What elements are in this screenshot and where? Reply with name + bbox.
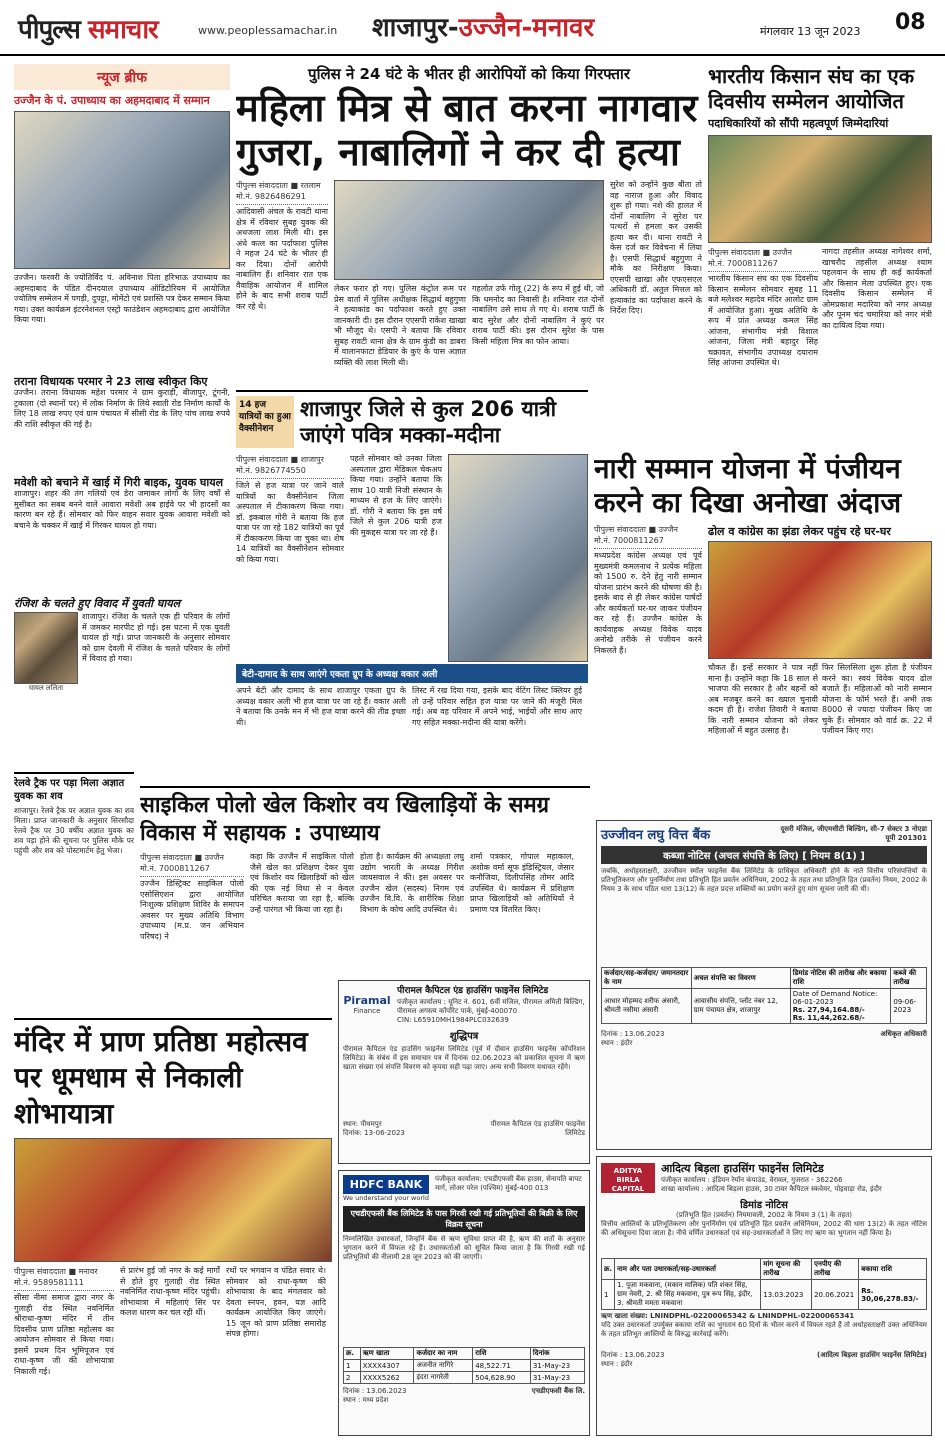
brief-1-body: उज्जैन। फरवरी के ज्योतिर्विद पं. अविनाश पिता हरिभाऊ उपाध्याय का अहमदाबाद के पंडित दीनदयाल उपाध्याय ऑडिटोरियम में आयोजित ज्योतिष सम्मेलन में पगड़ी, दुपट्टा, मोमेंटो एवं प्रशस्ति पत्र देकर सम्मान किया गया। उक्त कार्यक्रम इंटरनेशनल एस्ट्रो फाउंडेशन अहमदाबाद द्वारा आयोजित किया गया।: [14, 273, 230, 324]
brief-4-caption: घायल ललिता: [28, 684, 64, 692]
mandir-byline: पीपुल्स संवाददाता ■ मनावर मो.नं. 9589581111: [14, 1266, 114, 1291]
cycle-col-4: शर्मा पत्रकार, गोपाल महाकाल, अशोक वर्मा सूफ इंडिस्ट्रियल, जेसार कनौजिया, दिलीपसिंह तोमर आदि उपस्थित थे। कार्यक्रम में प्रशिक्षण प्राप्त खिलाड़ियों को अतिथियों ने प्रमाण पत्र वितरित किए।: [470, 852, 574, 914]
brief-2-headline: तराना विधायक परमार ने 23 लाख स्वीकृत किए: [14, 375, 208, 388]
hajj-photo: [448, 454, 588, 662]
hdfc-body: निम्नलिखित उधारकर्ता, जिन्होंने बैंक से ऋण सुविधा प्राप्त की है, ऋण की शर्तों के अनुसार भुगतान करने में विफल रहे हैं। उधारकर्ताओं को सूचित किया जाता है कि गिरवी रखी गई प्रतिभूतियों की नीलामी 28 जून 2023 को की जाएगी।: [343, 1235, 585, 1261]
aditya-company: आदित्य बिड़ला हाउसिंग फाइनेंस लिमिटेड: [661, 1162, 824, 1175]
page-number: 08: [895, 10, 926, 35]
mandir-col-3: रथों पर भगवान व पंडित सवार थे। सोमवार को राधा-कृष्ण की शोभायात्रा के बाद मंगलवार को देवता स्नपन, हवन, यज्ञ आदि कार्यक्रम आयोजित किए जाएंगे। 15 जून को प्राण प्रतिष्ठा समारोह संपन्न होगा।: [226, 1266, 326, 1338]
nari-col-1: मध्यप्रदेश कांग्रेस अध्यक्ष एवं पूर्व मुख्यमंत्री कमलनाथ ने प्रत्येक महिला को 1500 रु. देने हेतु नारी सम्मान योजना प्रारंभ करने की घोषणा की है। इसके बाद से ही लेकर कांग्रेस पार्षदों और कार्यकर्ता घर-घर जाकर पंजीयन कर रहे हैं। उज्जैन कांग्रेस के कार्यवाहक अध्यक्ष विवेक यादव अनोखे तरीके से पंजीयन करने निकलते हैं।: [594, 551, 702, 655]
mandir-headline: मंदिर में प्राण प्रतिष्ठा महोत्सव पर धूमधाम से निकाली शोभायात्रा: [14, 1025, 308, 1130]
brief-1-headline: उज्जैन के पं. उपाध्याय का अहमदाबाद में सम्मान: [14, 94, 210, 107]
brief-5-body: शाजापुर। रेलवे ट्रैक पर अज्ञात युवक का शव मिला। प्राप्त जानकारी के अनुसार सिरसौदा रेलवे ट्रैक पर 30 वर्षीय अज्ञात युवक का शव पड़ा होने की सूचना पर पुलिस मौके पर पहुंची और शव को पोस्टमार्टम हेतु भेजा।: [14, 806, 134, 855]
website-url: www.peoplessamachar.in: [198, 24, 338, 37]
hajj-col-2: पहले सोमवार को उनका जिला अस्पताल द्वारा मेडिकल चेकअप किया गया। उन्होंने बताया कि साथ 10 यात्री निजी संस्थान के माध्यम से हज के लिए जाएंगे। डॉ. गोरी ने बताया कि इस वर्ष जिले से कुल 206 यात्री हज की मुकद्दस यात्रा पर जा रहे हैं।: [350, 454, 442, 537]
mandir-photo: [14, 1138, 332, 1262]
nari-col-2: चौकत हैं। इन्हें सरकार ने पात्र नहीं माना है। उन्होंने कहा कि 18 साल से भाजपा की सरकार है और बहनों को अब मजबूर करने का ख्याल चुनावी कदम ही है। राजेश तिवारी ने बताया कि नारी सम्मान योजना को लेकर महिलाओं में बहुत उत्साह है।: [708, 663, 818, 735]
ujjivan-title: कब्जा नोटिस (अचल संपत्ति के लिए) [ नियम 8(1) ]: [601, 846, 927, 864]
hdfc-ad: HDFC BANK We understand your world पंजीकृत कार्यालय: एचडीएफसी बैंक हाउस, सेनापति बापट मार्ग, लोअर परेल (पश्चिम) मुंबई-400 013 एचडीएफसी बैंक लिमिटेड के पास गिरवी रखी गई प्रतिभूतियों की बिक्री के लिए विक्रय सूचना निम्नलिखित उधारकर्ता, जिन्होंने बैंक से ऋण सुविधा प्राप्त की है, ऋण की शर्तों के अनुसार भुगतान करने में विफल रहे हैं। उधारकर्ताओं को सूचित किया जाता है कि गिरवी रखी गई प्रतिभूतियों की नीलामी 28 जून 2023 को की जाएगी। क्र. ऋण खाता कर्जदार का नाम राशि दिनांक 1 XXXX4307 अजनीत नागिरे 48,522.71 31-May-23 2 XXXX5262 इंदरा नागरेती 504,628.90 31-May-23 दिनांक : 13.06.2023 स्थान : मध्य प्रदेश एचडीएफसी बैंक लि.: [338, 1170, 590, 1436]
issue-date: मंगलवार 13 जून 2023: [760, 25, 861, 38]
piramal-logo: Piramal: [343, 994, 391, 1007]
hdfc-title: एचडीएफसी बैंक लिमिटेड के पास गिरवी रखी गई प्रतिभूतियों की बिक्री के लिए विक्रय सूचना: [343, 1206, 585, 1232]
hajj-photo-caption: बेटी-दामाद के साथ जाएंगे एकता ग्रुप के अध्यक्ष वकार अली: [236, 664, 588, 683]
kisan-col-1: भारतीय किसान संघ का एक दिवसीय किसान सम्मेलन सोमवार सुबह 11 बजे मलेश्वर महादेव मंदिर आलोट ग्राम में आयोजित हुआ। मुख्य अतिथि के रूप में प्रांत अध्यक्ष कमल सिंह आंजना, संभागीय मंत्री विशाल आंजना, जिला मंत्री बहादुर सिंह चक्रावत, संभागीय उपाध्यक्ष दयाराम सिंह आंजना उपस्थित थे।: [708, 274, 818, 367]
aditya-title: डिमांड नोटिस: [740, 1200, 788, 1211]
hajj-sub-col-2: लिस्ट में रख दिया गया, इसके बाद वेटिंग लिस्ट क्लियर हुई तो उन्हें परिवार सहित हज यात्रा पर जाने की मंजूरी मिल गई। अब वह परिवार में अपने भाई, भाईयों और साथ आए गए सहित मक्का-मदीना की यात्रा करेंगे।: [412, 686, 582, 727]
ujjivan-address: दूसरी मंजिल, जीएमसीटी बिल्डिंग, सी-7 सेक्टर 3 नोएडा यूपी 201301: [780, 825, 927, 842]
ujjivan-table: कर्जदार/सह-कर्जदार/ जमानतदार के नाम अचल संपत्ति का विवरण डिमांड नोटिस की तारीख और बकाया राशि कब्जे की तारीख आधार मोहम्मद शरीफ अंसारी, श्रीमती नसीमा अंसारी आवासीय संपत्ति, प्लॉट नंबर 12, ग्राम पंचायत क्षेत्र, शाजापुर Date of Demand Notice: 06-01-2023 Rs. 27,94,164.88/- Rs. 11,44,262.68/- 09-06-2023: [601, 967, 927, 1024]
ujjivan-body: जबकि, अधोहस्ताक्षरी, उज्जीवन स्मॉल फाइनेंस बैंक लिमिटेड के प्राधिकृत अधिकारी होने के नाते वित्तीय परिसंपत्तियों के प्रतिभूतिकरण और पुनर्निर्माण तथा प्रतिभूति हित प्रवर्तन अधिनियम, 2002 के तहत तथा प्रतिभूति हित (प्रवर्तन) नियम, 2002 के नियम 3 के साथ पठित धारा 13(12) के तहत प्रदत्त शक्तियों का प्रयोग करते हुए मांग सूचना जारी की थी।: [601, 867, 927, 893]
ujjivan-bank-name: उज्जीवन लघु वित्त बैंक: [601, 828, 711, 843]
table-row: 2 XXXX5262 इंदरा नागरेती 504,628.90 31-May-23: [344, 1372, 585, 1384]
hdfc-table: क्र. ऋण खाता कर्जदार का नाम राशि दिनांक 1 XXXX4307 अजनीत नागिरे 48,522.71 31-May-23 2 XXXX5262 इंदरा नागरेती 504,628.90 31-May-23: [343, 1347, 585, 1384]
lead-byline: पीपुल्स संवाददाता ■ रतलाम मो.नं. 9826486291: [236, 180, 328, 205]
kisan-col-2: नागदा तहसील अध्यक्ष नागेश्वर शर्मा, खाचरौद तहसील अध्यक्ष श्याम पहलवान के साथ ही कई कार्यकर्ता और किसान मेला उपस्थित हुए। एक दिवसीय किसान सम्मेलन में ओमप्रकाश मदारिया को नगर अध्यक्ष और पूनम चंद चमारिया को नगर मंत्री का दायित्व दिया गया।: [822, 247, 932, 330]
lead-headline: महिला मित्र से बात करना नागवार गुजरा, नाबालिगों ने कर दी हत्या: [236, 86, 698, 174]
brief-2-body: उज्जैन। तराना विधायक महेश परमार ने ग्राम कुराड़ी, बीजापुर, टूंगनी, ट्रकाला (दो स्थानों पर) में लोक निर्माण के लिये स्वाती रोड निर्माण कार्यों के लिए 18 लाख रुपए एवं ग्राम पंचायत में सीसी रोड के लिए पांच लाख रुपये की राशि स्वीकृत की गई है।: [14, 388, 230, 429]
kisan-subhead: पदाधिकारियों को सौंपी महत्वपूर्ण जिम्मेदारियां: [708, 117, 889, 130]
lead-kicker: पुलिस ने 24 घंटे के भीतर ही आरोपियों को किया गिरफ्तार: [308, 65, 630, 83]
brief-1-photo: [14, 111, 230, 269]
hajj-story: [236, 390, 588, 780]
lead-col-2: लेकर फरार हो गए। पुलिस कंट्रोल रूम पर प्रेस वार्ता में पुलिस अधीक्षक सिद्धार्थ बहुगुणा ने हत्याकांड का पर्दाफाश करते हुए उक्त जानकारी दी। इस दौरान एएसपी राकेश खाखा भी मौजूद थे। एसपी ने बताया कि रविवार सुबह रावटी थाना क्षेत्र के ग्राम कुंडी का डाबरा में वालानफाटा डेडियार के कुएं के पास अज्ञात व्यक्ति की लाश मिली थी।: [334, 284, 466, 367]
kisan-headline: भारतीय किसान संघ का एक दिवसीय सम्मेलन आयोजित: [708, 64, 915, 113]
brief-3-headline: मवेशी को बचाने में खाई में गिरी बाइक, युवक घायल: [14, 476, 224, 489]
lead-col-4: सुरेश को उन्होंने कुछ बीता तो वह नाराज हुआ और विवाद शुरू हो गया। नशे की हालत में दोनों नाबालिग ने सुरेश पर पत्थरों से हमला कर उसकी हत्या कर दी। थाना रावटी ने केस दर्ज कर विवेचना में लिया है। एसपी सिद्धार्थ बहुगुणा ने मौके का निरीक्षण किया। एएसपी खाखा और एफएसएल अधिकारी डॉ. अतुल मित्तल को हत्याकांड का पर्दाफाश करने के निर्देश दिए।: [610, 180, 702, 315]
cycle-polo-story: [140, 786, 590, 974]
lead-story: [236, 64, 702, 384]
cycle-col-2: कहा कि उज्जैन में साइकिल पोलो जैसे खेल का प्रशिक्षण देकर युवा एवं किशोर वय खिलाड़ियों को खेल की एक नई विधा से न केवल परिचित कराया जा रहा है, बल्कि उन्हें पारंगत भी किया जा रहा है।: [250, 852, 354, 914]
hajj-byline: पीपुल्स संवाददाता ■ शाजापुर मो.नं. 9826774550: [236, 454, 344, 479]
brief-3-body: शाजापुर। शहर की तंग गलियों एवं डेरा जमाकर लोगों के लिए वर्षों से मुसीबत का सबब बनने वाले आवारा मवेशी अब हाईवे पर भी हादसों का कारण बन रहे हैं। सोमवार को फिर वाहन सवार युवक आवारा मवेशी को बचाने के चक्कर में खाई में गिरकर घायल हो गया।: [14, 489, 230, 530]
piramal-body: पीरामल कैपिटल एंड हाउसिंग फाइनेंस लिमिटेड (पूर्व में दीवान हाउसिंग फाइनेंस कॉर्पोरेशन लिमिटेड) के संबंध में इस समाचार पत्र में दिनांक 02.06.2023 को प्रकाशित सूचना में ऋण खाता संख्या एवं संपत्ति विवरण को कृपया सही पढ़ा जाए। अन्य सभी विवरण यथावत रहेंगे।: [343, 1045, 585, 1071]
hajj-headline: शाजापुर जिले से कुल 206 यात्री जाएंगे पवित्र मक्का-मदीना: [300, 397, 557, 447]
edition-title: शाजापुर-उज्जैन-मनावर: [372, 13, 595, 43]
aditya-table: क्र. नाम और पता उधारकर्ता/सह-उधारकर्ता मांग सूचना की तारीख एनपीए की तारीख बकाया राशि 1 1. पूजा मकवाना, (मकान मालिक) पति शंकर सिंह, ग्राम नेवरी, 2. श्री सिंह मकवाना, पुत्र रूप सिंह, इंदौर, 3. श्रीमती ममता मकवाना 13.03.2023 20.06.2021 Rs. 30,06,278.83/-: [601, 1258, 927, 1310]
cycle-byline: पीपुल्स संवाददाता ■ उज्जैन मो.नं. 7000811267: [140, 852, 244, 877]
masthead: [0, 0, 945, 56]
table-row: 1 XXXX4307 अजनीत नागिरे 48,522.71 31-May-23: [344, 1360, 585, 1372]
piramal-ad: Piramal Finance पीरामल कैपिटल एंड हाउसिंग फाइनेंस लिमिटेड पंजीकृत कार्यालय : यूनिट नं. 601, 6वीं मंजिल, पीरामल अमिती बिल्डिंग, पीरामल अगस्त्य कॉर्पोरेट पार्क, मुंबई-400070 CIN: L65910MH1984PLC032639 शुद्धिपत्र पीरामल कैपिटल एंड हाउसिंग फाइनेंस लिमिटेड (पूर्व में दीवान हाउसिंग फाइनेंस कॉर्पोरेशन लिमिटेड) के संबंध में इस समाचार पत्र में दिनांक 02.06.2023 को प्रकाशित सूचना में ऋण खाता संख्या एवं संपत्ति विवरण को कृपया सही पढ़ा जाए। अन्य सभी विवरण यथावत रहेंगे। स्थान: पीथमपुर दिनांक: 13-06-2023 पीरामल कैपिटल एंड हाउसिंग फाइनेंस लिमिटेड: [338, 980, 590, 1164]
kisan-story: [708, 64, 932, 444]
aditya-birla-logo: ADITYA BIRLA CAPITAL: [601, 1163, 655, 1193]
nari-photo: [708, 541, 932, 659]
mandir-col-2: से प्रारंभ हुई जो नगर के कई मार्गों से होते हुए गुलाही रोड स्थित नवनिर्मित राधा-कृष्ण मंदिर पहुंची। शोभायात्रा में महिलाएं सिर पर कलश धारण कर चल रही थीं।: [120, 1266, 220, 1317]
piramal-address: पंजीकृत कार्यालय : यूनिट नं. 601, 6वीं मंजिल, पीरामल अमिती बिल्डिंग, पीरामल अगस्त्य कॉर्पोरेट पार्क, मुंबई-400070: [397, 998, 585, 1015]
cycle-headline: साइकिल पोलो खेल किशोर वय खिलाड़ियों के समग्र विकास में सहायक : उपाध्याय: [140, 793, 550, 846]
railway-brief: [14, 772, 134, 1012]
brief-4-body: शाजापुर। रंजिश के चलते एक ही परिवार के लोगों में जमकर मारपीट हो गई। इस घटना में एक युवती घायल हो गई। प्राप्त जानकारी के अनुसार सोमवार को ग्राम देवली में रंजिश के चलते परिवार के लोगों में विवाद हो गया।: [82, 612, 230, 663]
table-row: आधार मोहम्मद शरीफ अंसारी, श्रीमती नसीमा अंसारी आवासीय संपत्ति, प्लॉट नंबर 12, ग्राम पंचायत क्षेत्र, शाजापुर Date of Demand Notice: 06-01-2023 Rs. 27,94,164.88/- Rs. 11,44,262.68/- 09-06-2023: [602, 989, 927, 1024]
nari-headline: नारी सम्मान योजना में पंजीयन करने का दिखा अनोखा अंदाज: [594, 452, 902, 519]
cycle-col-1: उज्जैन डिस्ट्रिक्ट साइकिल पोलो एसोसिएशन द्वारा आयोजित निःशुल्क प्रशिक्षण शिविर के समापन अवसर पर मुख्य अतिथि विभाग उपाध्याय (म.प्र. जन अभियान परिषद) ने: [140, 879, 244, 941]
aditya-birla-ad: ADITYA BIRLA CAPITAL आदित्य बिड़ला हाउसिंग फाइनेंस लिमिटेड पंजीकृत कार्यालय : इंडियन रेयॉन कंपाउंड, वेरावल, गुजरात - 362266 शाखा कार्यालय : आदित्य बिड़ला हाउस, 30 टावर कैपिटल स्कवेयर, पोइवाड़ा रोड, इंदौर डिमांड नोटिस (प्रतिभूति हित (प्रवर्तन) नियमावली, 2002 के नियम 3 (1) के तहत) वित्तीय आस्तियों के प्रतिभूतिकरण और पुनर्निर्माण एवं प्रतिभूति हित प्रवर्तन अधिनियम, 2002 की धारा 13(2) के तहत नोटिस की अधिसूचना दिया जाता है। नीचे वर्णित उधारकर्ता एवं सह-उधारकर्ताओं ने लिए गए ऋण का भुगतान नहीं किया है। क्र. नाम और पता उधारकर्ता/सह-उधारकर्ता मांग सूचना की तारीख एनपीए की तारीख बकाया राशि 1 1. पूजा मकवाना, (मकान मालिक) पति शंकर सिंह, ग्राम नेवरी, 2. श्री सिंह मकवाना, पुत्र रूप सिंह, इंदौर, 3. श्रीमती ममता मकवाना 13.03.2023 20.06.2021 Rs. 30,06,278.83/- ऋण खाता संख्या: LNINDPHL-02200065342 & LNINDPHL-02200065341 यदि उक्त उधारकर्ता उपर्युक्त बकाया राशि का भुगतान 60 दिनों के भीतर करने में विफल रहते हैं तो अधोहस्ताक्षरी उक्त अधिनियम के तहत प्रतिभूत आस्तियों के विरुद्ध कार्रवाई करेंगे। दिनांक : 13.06.2023 स्थान : इंदौर (आदित्य बिड़ला हाउसिंग फाइनेंस लिमिटेड): [596, 1156, 932, 1436]
hajj-badge: 14 हज यात्रियों का हुआ वैक्सीनेशन: [236, 396, 294, 448]
hdfc-logo: HDFC BANK: [343, 1175, 429, 1194]
kisan-photo: [708, 135, 932, 243]
brief-4-photo: [14, 612, 78, 684]
piramal-company: पीरामल कैपिटल एंड हाउसिंग फाइनेंस लिमिटेड: [397, 986, 549, 996]
kisan-byline: पीपुल्स संवाददाता ■ उज्जैन मो.नं. 7000811267: [708, 247, 818, 272]
hajj-col-1: जिले से हज यात्रा पर जाने वाले यात्रियों का वैक्सीनेशन जिला अस्पताल में टीकाकरण किया गया। डॉ. इकबाल गोरी ने बताया कि हज यात्रा पर जा रहे 182 यात्रियों का पूर्व में टीकाकरण किया जा चुका था। शेष 14 यात्रियों का वैक्सीनेशन सोमवार को किया गया।: [236, 481, 344, 564]
mandir-story: [14, 1018, 332, 1434]
table-row: 1 1. पूजा मकवाना, (मकान मालिक) पति शंकर सिंह, ग्राम नेवरी, 2. श्री सिंह मकवाना, पुत्र रूप सिंह, इंदौर, 3. श्रीमती ममता मकवाना 13.03.2023 20.06.2021 Rs. 30,06,278.83/-: [602, 1280, 927, 1310]
nari-col-3: फिर सिलसिला शुरू होता है पंजीयन करने का। स्वयं विवेक यादव ढोल बजाते हैं। महिलाओं को नारी सम्मान योजना के फॉर्म भरते हैं। अभी तक 8000 से ज्यादा पंजीयन किए जा चुके हैं। सोमवार को वार्ड क्र. 22 में पंजीयन किए गए।: [822, 663, 932, 735]
newspaper-logo: पीपुल्स समाचार: [18, 15, 158, 45]
lead-col-3: गहलोत उर्फ गोलू (22) के रूप में हुई थी, जो कि धमनोद का निवासी है। शनिवार रात दोनों नाबालिग उसे साथ ले गए थे। शराब पार्टी के बाद सुरेश और दोनों नाबालिग ने कुएं पर शराब पार्टी की। इस दौरान सुरेश के पास किसी महिला मित्र का फोन आया।: [472, 284, 604, 346]
hdfc-address: पंजीकृत कार्यालय: एचडीएफसी बैंक हाउस, सेनापति बापट मार्ग, लोअर परेल (पश्चिम) मुंबई-400 013: [435, 1175, 582, 1192]
hajj-sub-col-1: अपने बेटी और दामाद के साथ शाजापुर एकता ग्रुप के अध्यक्ष वकार अली भी हज यात्रा पर जा रहे हैं। वकार अली ने बताया कि उनके मन में भी हज यात्रा करने की तीव्र इच्छा थी।: [236, 686, 406, 727]
piramal-cin: CIN: L65910MH1984PLC032639: [397, 1016, 509, 1024]
ujjivan-ad: उज्जीवन लघु वित्त बैंक दूसरी मंजिल, जीएमसीटी बिल्डिंग, सी-7 सेक्टर 3 नोएडा यूपी 201301 कब्जा नोटिस (अचल संपत्ति के लिए) [ नियम 8(1) ] जबकि, अधोहस्ताक्षरी, उज्जीवन स्मॉल फाइनेंस बैंक लिमिटेड के प्राधिकृत अधिकारी होने के नाते वित्तीय परिसंपत्तियों के प्रतिभूतिकरण और पुनर्निर्माण तथा प्रतिभूति हित प्रवर्तन अधिनियम, 2002 के तहत तथा प्रतिभूति हित (प्रवर्तन) नियम, 2002 के नियम 3 के साथ पठित धारा 13(12) के तहत प्रदत्त शक्तियों का प्रयोग करते हुए मांग सूचना जारी की थी। कर्जदार/सह-कर्जदार/ जमानतदार के नाम अचल संपत्ति का विवरण डिमांड नोटिस की तारीख और बकाया राशि कब्जे की तारीख आधार मोहम्मद शरीफ अंसारी, श्रीमती नसीमा अंसारी आवासीय संपत्ति, प्लॉट नंबर 12, ग्राम पंचायत क्षेत्र, शाजापुर Date of Demand Notice: 06-01-2023 Rs. 27,94,164.88/- Rs. 11,44,262.68/- 09-06-2023 दिनांक : 13.06.2023 स्थान : इंदौर अधिकृत अधिकारी: [596, 820, 932, 1150]
lead-photo: [334, 180, 604, 280]
cycle-col-3: होता है। कार्यक्रम की अध्यक्षता लघु उद्योग भारती के अध्यक्ष गिरीश जायसवाल ने की। इस अवसर पर उज्जैन खेल (सदस्य) निगम एवं उज्जैन वि.वि. के शारीरिक शिक्षा विभाग के कोच आदि उपस्थित थे।: [360, 852, 464, 914]
aditya-body: वित्तीय आस्तियों के प्रतिभूतिकरण और पुनर्निर्माण एवं प्रतिभूति हित प्रवर्तन अधिनियम, 2002 की धारा 13(2) के तहत नोटिस की अधिसूचना दिया जाता है। नीचे वर्णित उधारकर्ता एवं सह-उधारकर्ताओं ने लिए गए ऋण का भुगतान नहीं किया है।: [601, 1220, 927, 1237]
piramal-title: शुद्धिपत्र: [449, 1031, 479, 1042]
lead-col-1: आदिवासी अंचल के रावटी थाना क्षेत्र में रविवार सुबह युवक की अधजला लाश मिली थी। इस अंधे कत्ल का पर्दाफाश पुलिस ने महज 24 घंटे के भीतर ही कर दिया। दोनों आरोपी नाबालिग हैं। शनिवार रात एक वैवाहिक आयोजन में शामिल होने के बाद सभी शराब पार्टी कर रहे थे।: [236, 207, 328, 311]
news-brief-column: [14, 64, 230, 764]
brief-5-headline: रेलवे ट्रैक पर पड़ा मिला अज्ञात युवक का शव: [14, 778, 125, 802]
news-brief-label: न्यूज ब्रीफ: [14, 64, 230, 90]
mandir-col-1: सीसा नीमा समाज द्वारा नगर के गुलाही रोड स्थित नवनिर्मित श्रीराधा-कृष्ण मंदिर में तीन दिवसीय प्राण प्रतिष्ठा महोत्सव का आयोजन सोमवार से किया गया। इसमें प्रथम दिन भूमिपूजन एवं राधा-कृष्ण जी की शोभायात्रा निकाली गई।: [14, 1293, 114, 1376]
nari-byline: पीपुल्स संवाददाता ■ उज्जैन मो.नं. 7000811267: [594, 524, 702, 549]
brief-4-headline: रंजिश के चलते हुए विवाद में युवती घायल: [14, 597, 181, 610]
nari-story: [594, 452, 932, 814]
nari-subhead: ढोल व कांग्रेस का झंडा लेकर पहुंच रहे घर-घर: [708, 525, 891, 538]
